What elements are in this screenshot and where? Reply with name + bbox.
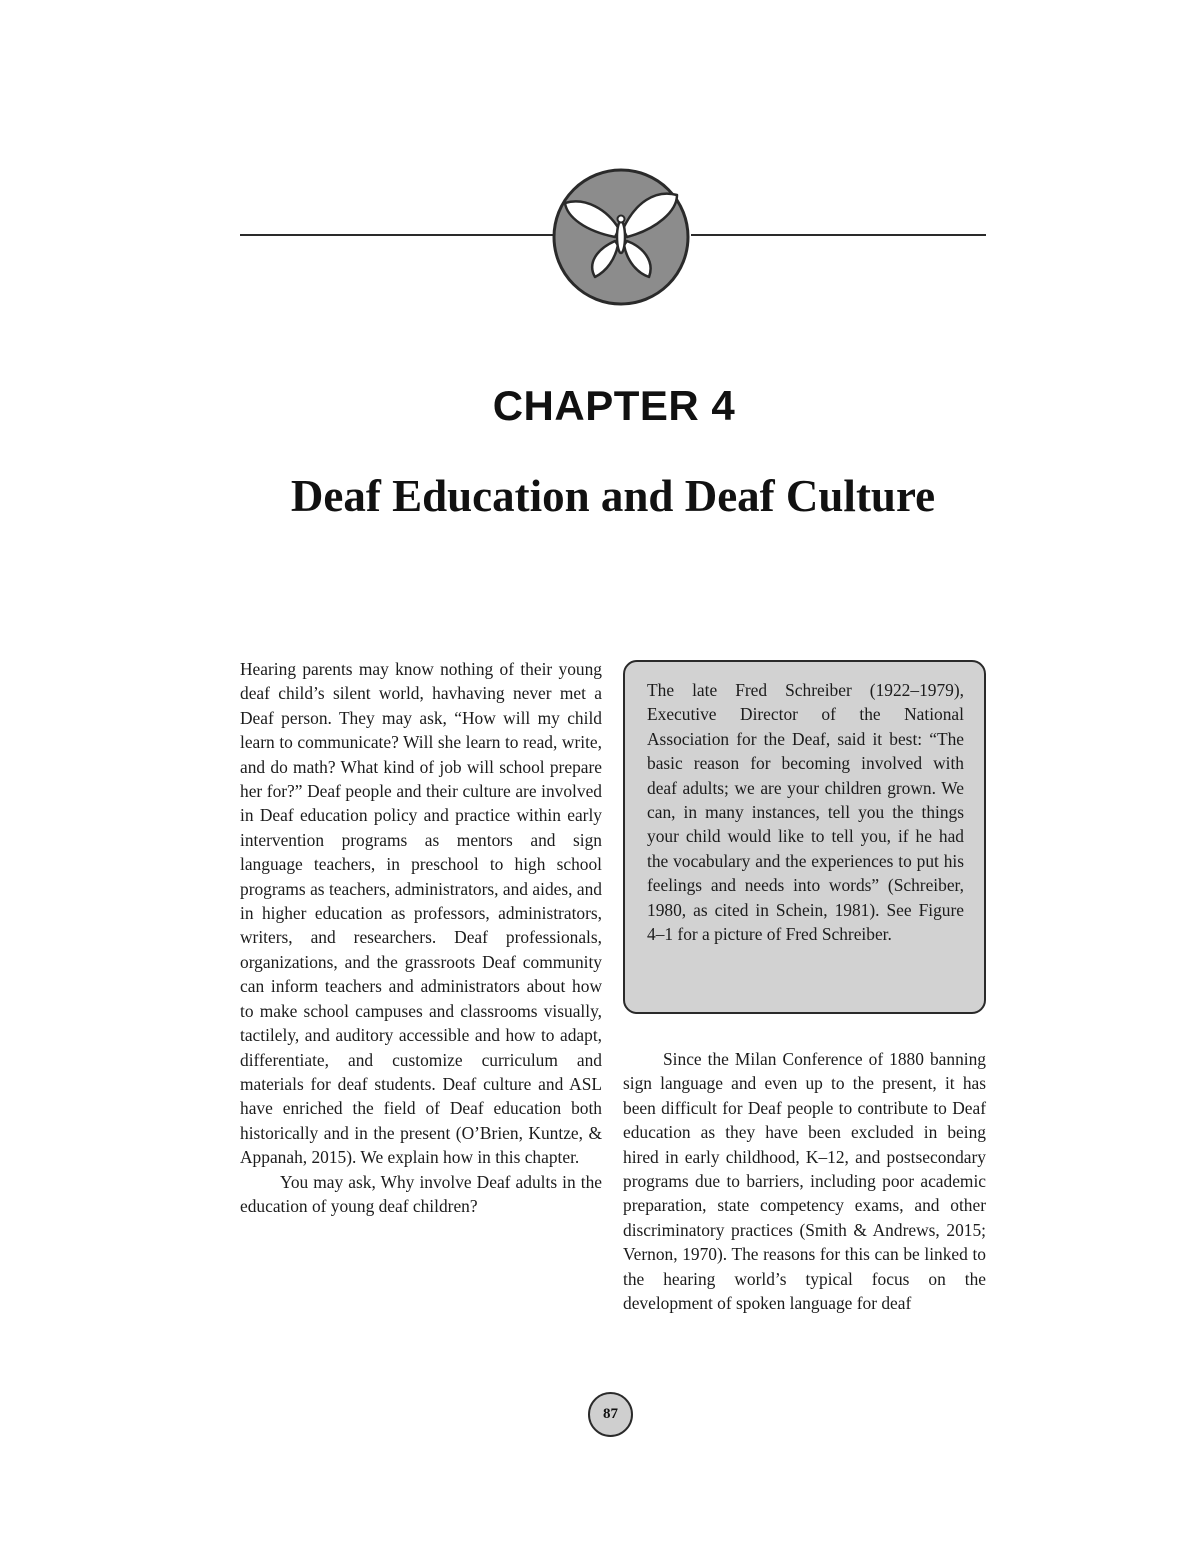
header-rule-left	[240, 234, 553, 236]
quote-callout-box	[623, 660, 986, 1014]
left-column	[240, 657, 602, 1218]
chapter-title: Deaf Education and Deaf Culture	[290, 471, 936, 521]
page-number: 87	[588, 1392, 633, 1437]
body-paragraph: You may ask, Why involve Deaf adults in the education of young deaf children?	[240, 1171, 602, 1216]
chapter-label: CHAPTER 4	[492, 382, 736, 429]
butterfly-icon	[551, 167, 691, 307]
header-rule-right	[691, 234, 986, 236]
callout-text: The late Fred Schreiber (1922–1979), Executive Director of the National Association for the Deaf, said it best: “The basic reason for becoming involved with deaf adults; we are your children grown. We can, in many instances, tell you the things your child would like to tell you, if he had the vocabulary and the experiences to put his feelings and needs into words” (Schreiber, 1980, as cited in Schein, 1981). See Figure 4–1 for a picture of Fred Schreiber.	[647, 680, 964, 945]
body-paragraph: Hearing parents may know nothing of their young deaf child’s silent world, havhaving never met a Deaf person. They may ask, “How will my child learn to communicate? Will she learn to read, write, and do math? What kind of job will school prepare her for?” Deaf people and their culture are involved in Deaf education policy and practice within early intervention programs as mentors and sign language teachers, in preschool to high school programs as teachers, administrators, and aides, and in higher education as professors, administrators, writers, and researchers. Deaf professionals, organizations, and the grassroots Deaf community can inform teachers and administrators about how to make school campuses and classrooms visually, tactilely, and auditory accessible and how to adapt, differentiate, and customize curriculum and materials for deaf students. Deaf culture and ASL have enriched the field of Deaf education both historically and in the present (O’Brien, Kuntze, & Appanah, 2015). We explain how in this chapter.	[240, 659, 602, 1168]
body-paragraph: Since the Milan Conference of 1880 banning sign language and even up to the present, it has been difficult for Deaf people to contribute to Deaf education as they have been excluded in being hired in early childhood, K–12, and postsecondary programs due to barriers, including poor academic preparation, state competency exams, and other discriminatory practices (Smith & Andrews, 2015; Vernon, 1970). The reasons for this can be linked to the hearing world’s typical focus on the development of spoken language for deaf	[623, 1049, 986, 1314]
right-column	[623, 1047, 986, 1315]
